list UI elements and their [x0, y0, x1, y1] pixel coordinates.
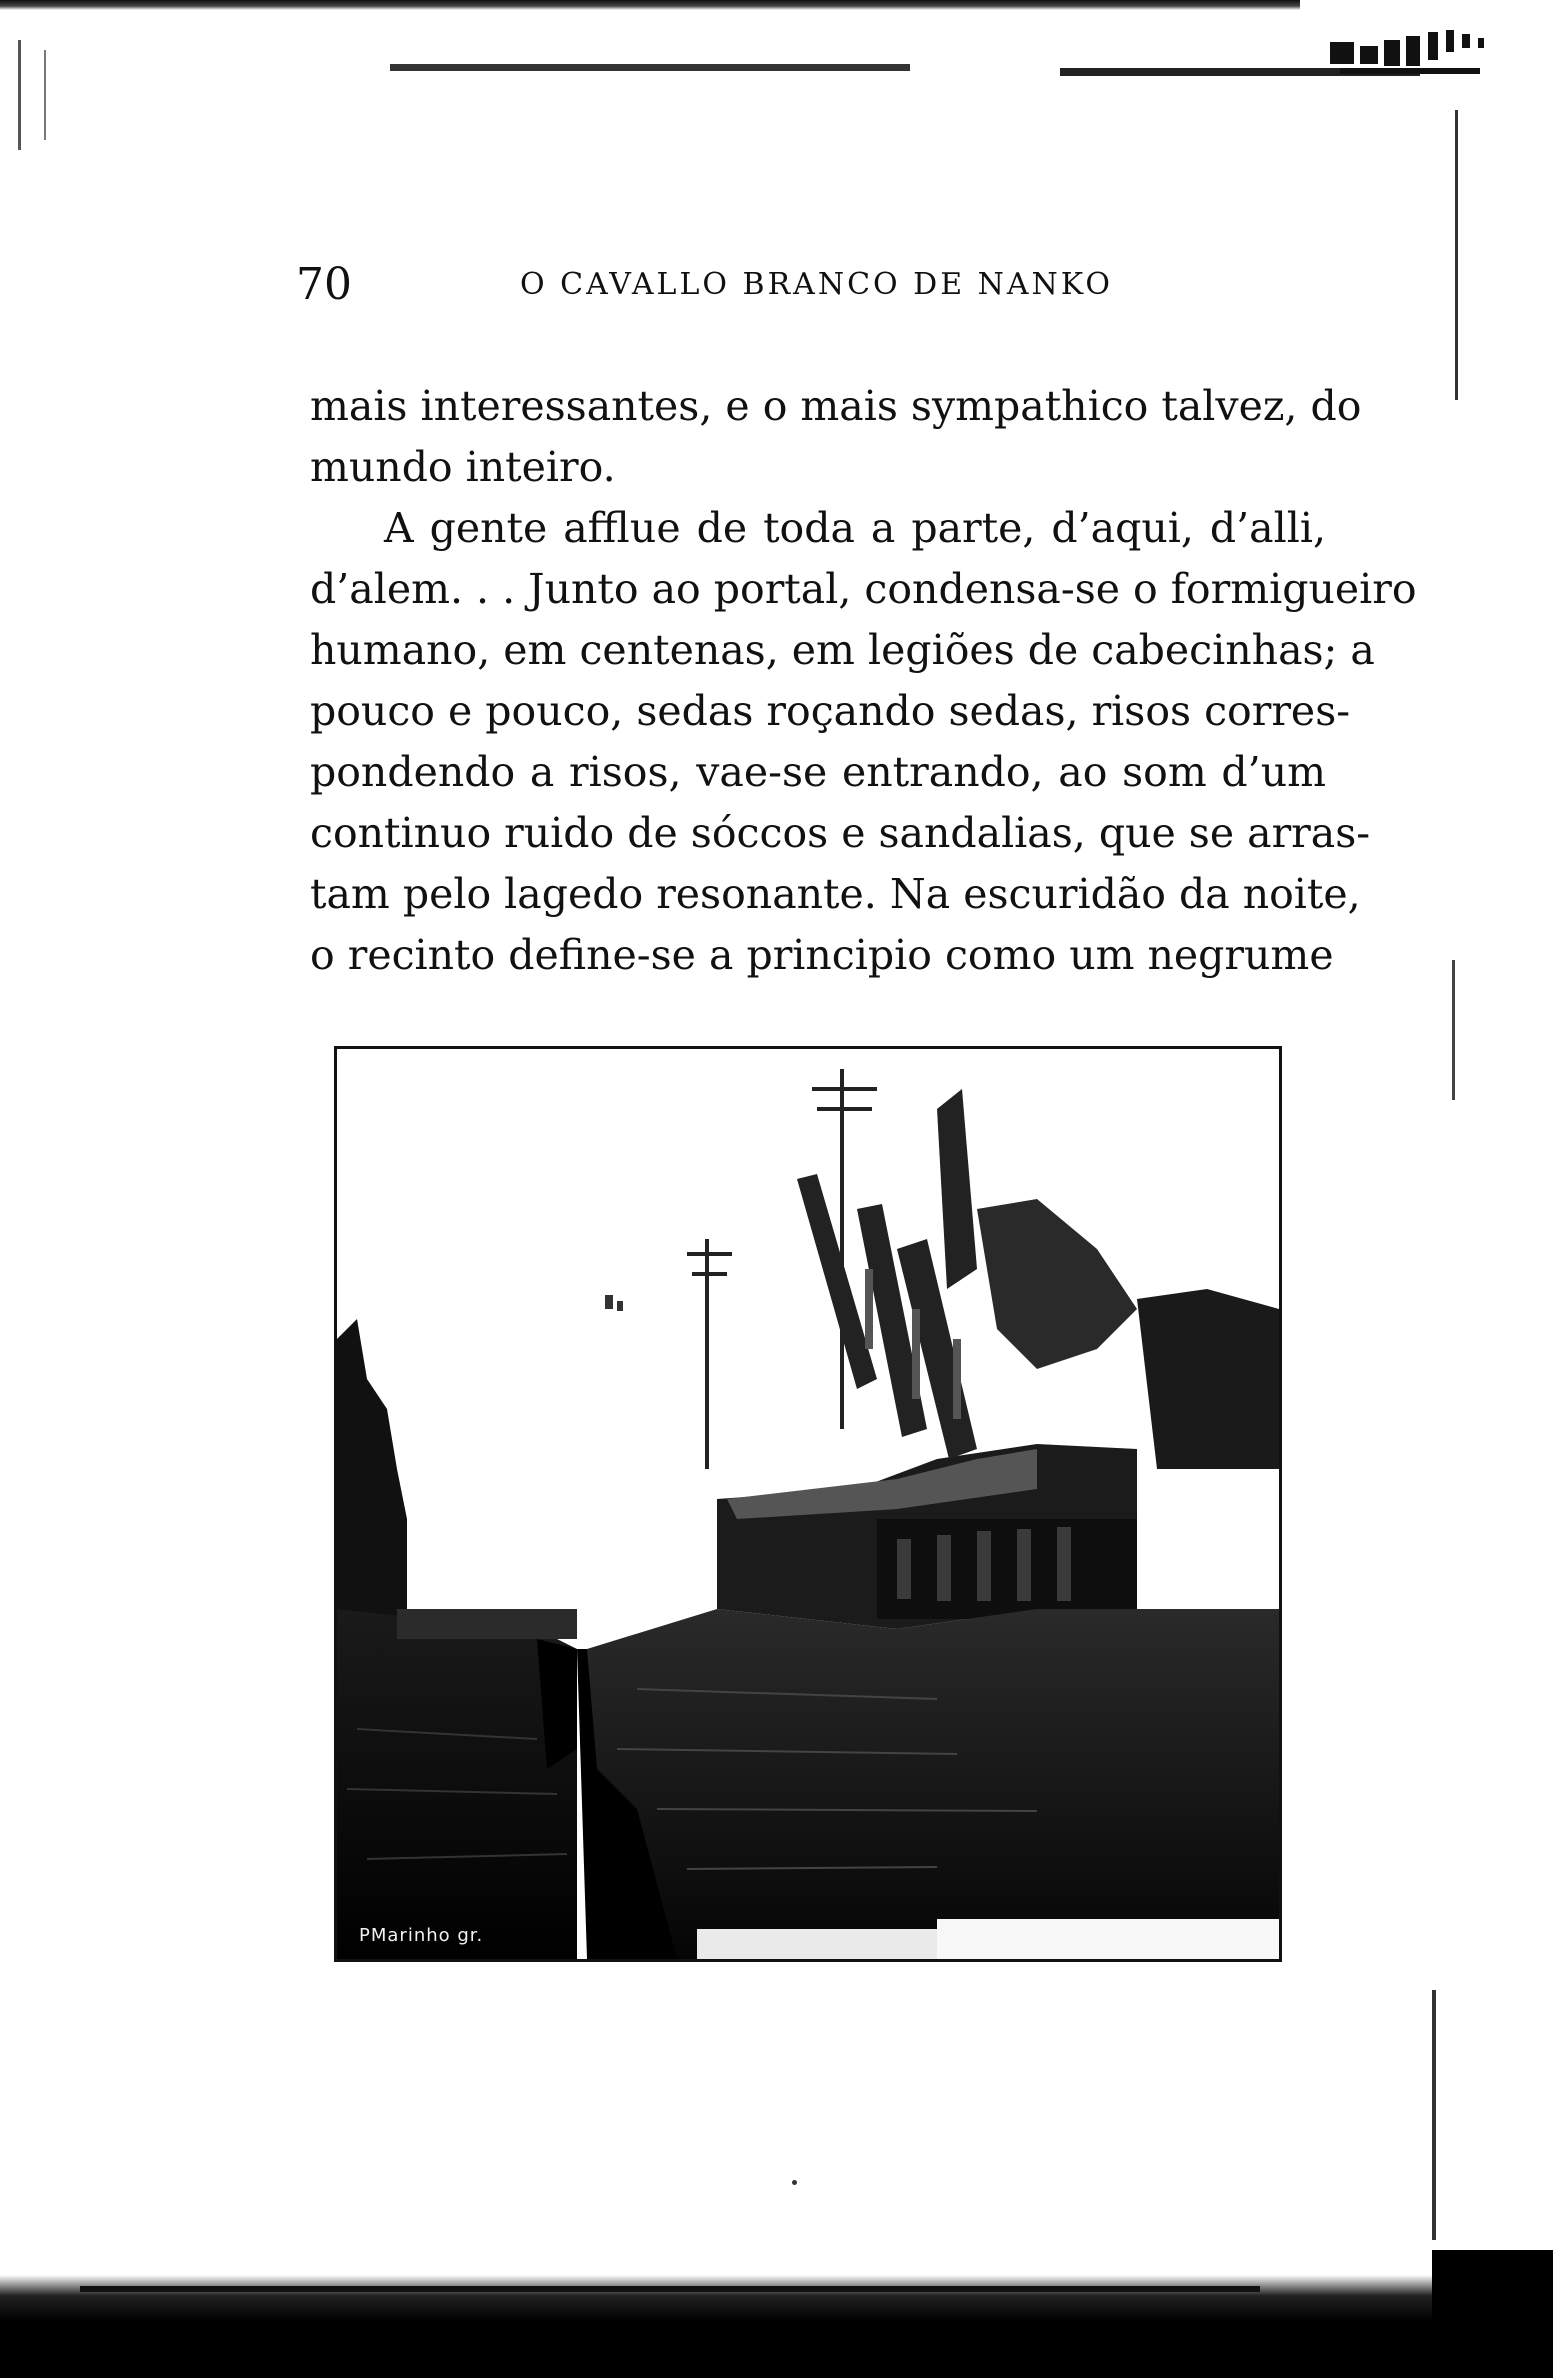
scan-edge-right-3 — [1432, 1990, 1436, 2240]
scan-edge-right-2 — [1452, 960, 1455, 1100]
book-title: O CAVALLO BRANCO DE NANKO — [520, 267, 1114, 302]
scan-corner-marks — [1330, 22, 1540, 82]
text-line: mais interessantes, e o mais sympathico talvez, do — [310, 382, 1362, 430]
page-number: 70 — [296, 259, 352, 310]
engraver-signature: PMarinho gr. — [359, 1925, 484, 1946]
text-line: o recinto define-se a principio como um negrume — [310, 931, 1334, 979]
text-line: humano, em centenas, em legiões de cabecinhas; a — [310, 626, 1375, 674]
scan-rule-top-left — [390, 64, 910, 71]
scan-edge-left-2 — [44, 50, 46, 140]
scan-speck — [792, 2180, 797, 2185]
scan-corner-bottom-right — [1432, 2250, 1553, 2378]
scan-edge-left — [18, 40, 21, 150]
scan-edge-right — [1455, 110, 1458, 400]
text-line: pondendo a risos, vae-se entrando, ao som d’um — [310, 748, 1326, 796]
text-line: mundo inteiro. — [310, 443, 616, 491]
text-line: continuo ruido de sóccos e sandalias, que se arras- — [310, 809, 1371, 857]
text-line: tam pelo lagedo resonante. Na escuridão da noite, — [310, 870, 1361, 918]
scan-rule-bottom — [80, 2286, 1260, 2292]
body-text — [310, 376, 1417, 986]
street-scene-illustration — [334, 1046, 1282, 1962]
text-line: d’alem. . . Junto ao portal, condensa-se o formigueiro — [310, 565, 1417, 613]
scan-edge-top — [0, 0, 1300, 10]
text-line: pouco e pouco, sedas roçando sedas, risos corres- — [310, 687, 1351, 735]
running-head — [296, 255, 1326, 315]
street-scene-drawing — [337, 1049, 1279, 1959]
text-line: A gente afflue de toda a parte, d’aqui, d’alli, — [384, 504, 1326, 552]
